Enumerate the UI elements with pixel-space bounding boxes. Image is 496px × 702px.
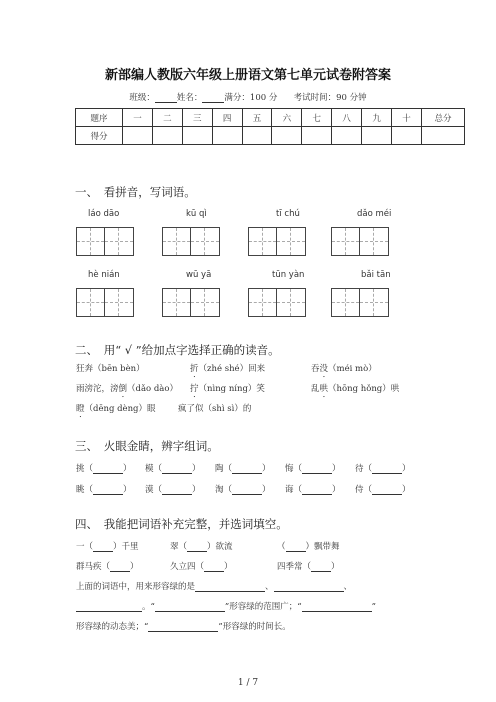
writing-grid[interactable] (162, 227, 220, 256)
class-label: 班级： (129, 93, 155, 103)
word-item[interactable]: 模（ ） (145, 464, 201, 474)
reading-item[interactable]: 拧（nìng níng）笑 (190, 384, 265, 394)
idiom-item[interactable]: 一（ ）千里 (76, 542, 139, 552)
score-cell[interactable] (182, 127, 212, 145)
section4-heading: 四、 我能把词语补充完整，并选词填空。 (75, 517, 288, 531)
score-row (76, 127, 465, 145)
name-label: 姓名： (176, 93, 203, 103)
word-item[interactable]: 侍（ ） (355, 485, 411, 495)
fill-line: 上面的词语中，用来形容绿的是 、 、 (76, 582, 353, 592)
reading-item[interactable]: 狂奔（bēn bèn） (76, 364, 145, 374)
writing-grid[interactable] (248, 288, 306, 317)
score-header-cell: 三 (182, 109, 212, 127)
idiom-item[interactable]: 久立四（ ） (170, 562, 233, 572)
score-cell[interactable] (332, 127, 362, 145)
answer-blank[interactable] (155, 602, 225, 612)
pinyin-label: tūn yàn (272, 270, 305, 280)
exam-time: 考试时间：90 分钟 (293, 93, 367, 103)
word-item[interactable]: 待（ ） (355, 464, 411, 474)
writing-grid[interactable] (331, 227, 389, 256)
answer-blank[interactable] (195, 582, 265, 592)
score-header-cell: 四 (212, 109, 242, 127)
score-row-label: 得分 (76, 127, 123, 145)
writing-grid[interactable] (248, 227, 306, 256)
score-cell[interactable] (123, 127, 153, 145)
reading-item[interactable]: 瞪（dēng dèng）眼 (76, 404, 156, 414)
answer-blank[interactable] (76, 602, 142, 612)
reading-item[interactable]: 疯了似（shì sì）的 (178, 404, 252, 414)
reading-item[interactable]: 乱哄（hōng hǒng）哄 (311, 384, 400, 394)
idiom-item[interactable]: 翠（ ）欲流 (170, 542, 233, 552)
reading-item[interactable]: 折（zhé shé）回来 (190, 364, 266, 374)
score-header-cell: 九 (362, 109, 392, 127)
writing-grid[interactable] (162, 288, 220, 317)
reading-item[interactable]: 吞没（méi mò） (311, 364, 377, 374)
word-item[interactable]: 诲（ ） (285, 485, 341, 495)
writing-grid[interactable] (331, 288, 389, 317)
score-header-cell: 六 (272, 109, 302, 127)
writing-grid[interactable] (76, 227, 134, 256)
answer-blank[interactable] (148, 622, 218, 632)
page-number: 1 / 7 (237, 678, 259, 688)
full-score: 满分：100 分 (224, 93, 278, 103)
score-header-cell: 十 (392, 109, 422, 127)
word-item[interactable]: 陶（ ） (215, 464, 271, 474)
word-item[interactable]: 眺（ ） (76, 485, 132, 495)
score-cell[interactable] (362, 127, 392, 145)
score-cell[interactable] (392, 127, 422, 145)
exam-info (0, 91, 496, 103)
score-header-cell: 八 (332, 109, 362, 127)
score-header-cell: 一 (123, 109, 153, 127)
score-cell[interactable] (152, 127, 182, 145)
score-header-cell: 七 (302, 109, 332, 127)
class-blank[interactable] (155, 93, 177, 103)
pinyin-label: kū qì (186, 209, 207, 219)
word-item[interactable]: 漠（ ） (145, 485, 201, 495)
idiom-item[interactable]: 群马疾（ ） (76, 562, 139, 572)
name-blank[interactable] (202, 93, 224, 103)
fill-line: 形容绿的动态美；“ ”形容绿的时间长。 (76, 622, 291, 632)
pinyin-label: láo dāo (88, 209, 120, 219)
word-item[interactable]: 淘（ ） (215, 485, 271, 495)
score-cell[interactable] (422, 127, 465, 145)
reading-item[interactable]: 雨滂沱，滂倒（dǎo dào） (76, 384, 178, 394)
pinyin-label: wū yā (186, 270, 212, 280)
score-table (75, 108, 465, 145)
idiom-item[interactable]: 四季常（ ） (277, 562, 340, 572)
writing-grid[interactable] (76, 288, 134, 317)
word-item[interactable]: 挑（ ） (76, 464, 132, 474)
answer-blank[interactable] (274, 582, 344, 592)
score-cell[interactable] (212, 127, 242, 145)
section1-heading: 一、 看拼音，写词语。 (75, 185, 196, 199)
answer-blank[interactable] (302, 602, 372, 612)
score-header-cell: 五 (242, 109, 272, 127)
score-header-cell: 题序 (76, 109, 123, 127)
score-cell[interactable] (302, 127, 332, 145)
score-cell[interactable] (272, 127, 302, 145)
pinyin-label: dǎo méi (357, 209, 392, 219)
idiom-item[interactable]: （ ）飘带舞 (277, 542, 340, 552)
score-header-row (76, 109, 465, 127)
score-header-cell: 总分 (422, 109, 465, 127)
fill-line: 。“ ”形容绿的范围广；“ ” (76, 600, 376, 612)
page-title: 新部编人教版六年级上册语文第七单元试卷附答案 (104, 68, 391, 83)
pinyin-label: hè nián (88, 270, 120, 280)
pinyin-label: bǎi tān (361, 270, 391, 280)
pinyin-label: tī chú (276, 209, 300, 219)
section3-heading: 三、 火眼金睛，辨字组词。 (75, 439, 219, 453)
section2-heading: 二、 用“ √ ”给加点字选择正确的读音。 (75, 343, 280, 357)
word-item[interactable]: 悔（ ） (285, 464, 341, 474)
score-cell[interactable] (242, 127, 272, 145)
score-header-cell: 二 (152, 109, 182, 127)
